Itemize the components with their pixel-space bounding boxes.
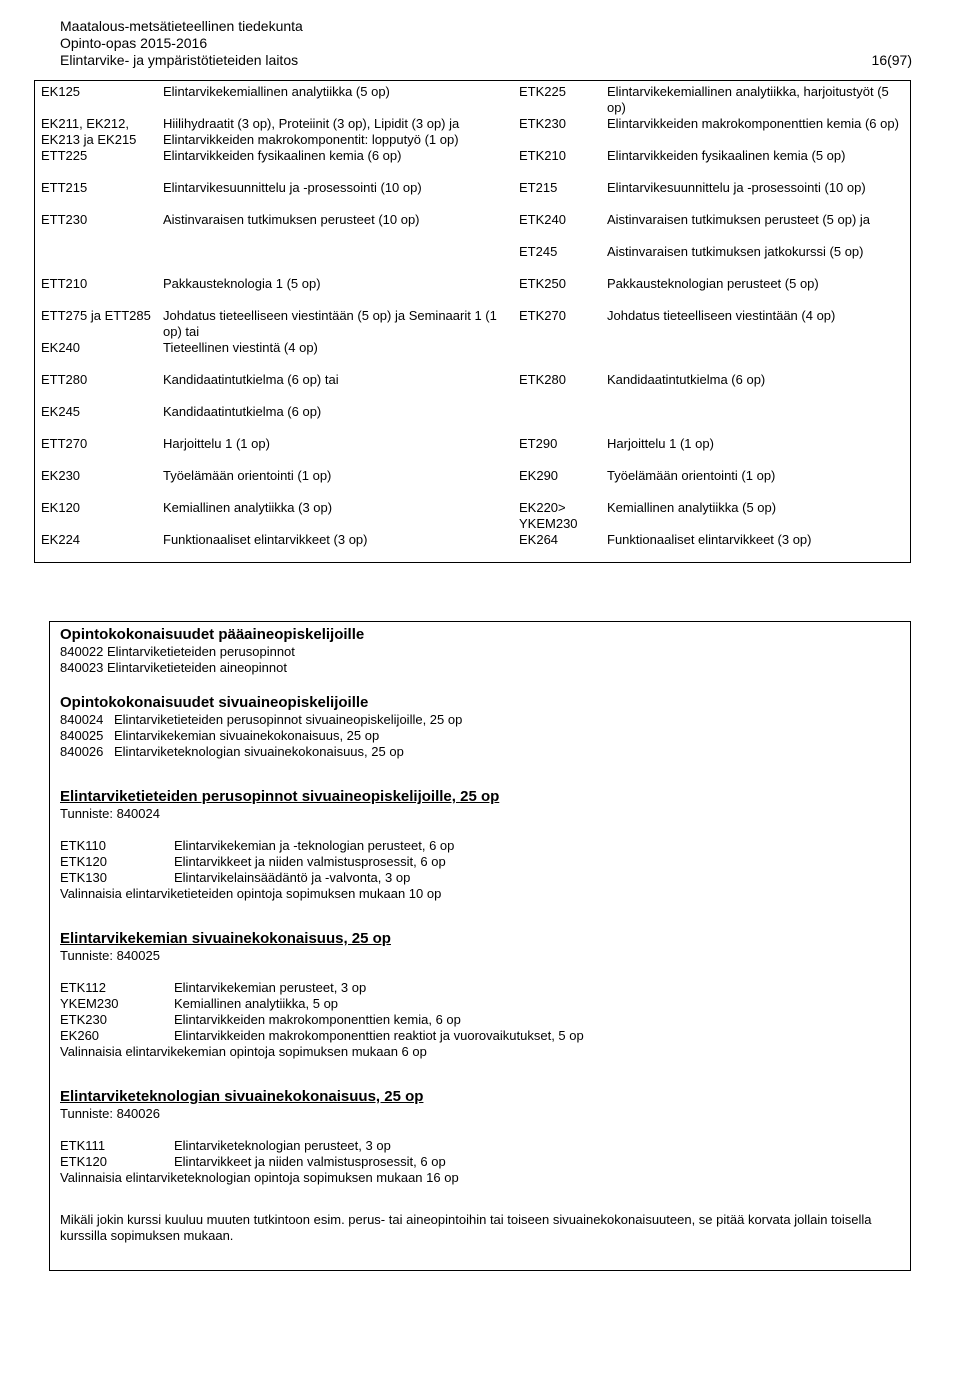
new-code bbox=[513, 340, 601, 356]
course-name: Elintarviketeknologian perusteet, 3 op bbox=[174, 1138, 391, 1153]
module-name: Elintarvikekemian sivuainekokonaisuus, 25 op bbox=[114, 728, 380, 743]
list-item bbox=[60, 1138, 900, 1154]
old-course: Aistinvaraisen tutkimuksen perusteet (10 op) bbox=[163, 212, 420, 227]
course-name: Elintarvikkeiden makrokomponenttien reaktiot ja vuorovaikutukset, 5 op bbox=[174, 1028, 584, 1043]
old-course: Kandidaatintutkielma (6 op) tai bbox=[163, 372, 339, 387]
old-course: Tieteellinen viestintä (4 op) bbox=[163, 340, 318, 355]
table-row bbox=[35, 164, 911, 196]
table-row bbox=[35, 388, 911, 420]
optional-studies: Valinnaisia elintarvikekemian opintoja sopimuksen mukaan 6 op bbox=[60, 1044, 427, 1059]
course-code: ETK111 bbox=[60, 1138, 106, 1153]
new-course: Aistinvaraisen tutkimuksen jatkokurssi (5 op) bbox=[607, 244, 864, 259]
new-code: ET215 bbox=[519, 180, 558, 195]
new-code: ETK250 bbox=[519, 276, 566, 291]
old-course: Johdatus tieteelliseen viestintään (5 op) ja Seminaarit 1 (1 op) tai bbox=[163, 308, 497, 339]
section-identifier: Tunniste: 840025 bbox=[60, 948, 160, 963]
new-course bbox=[601, 388, 911, 420]
course-name: Elintarvikkeet ja niiden valmistusprosessit, 6 op bbox=[174, 854, 446, 869]
study-modules-box bbox=[49, 621, 911, 1271]
table-row bbox=[35, 452, 911, 484]
new-course: Elintarvikekemiallinen analytiikka, harjoitustyöt (5 op) bbox=[607, 84, 889, 115]
old-course: Funktionaaliset elintarvikkeet (3 op) bbox=[163, 532, 368, 547]
old-course: Kandidaatintutkielma (6 op) bbox=[163, 404, 322, 419]
new-code: ET290 bbox=[519, 436, 558, 451]
page-header bbox=[60, 18, 912, 69]
list-item bbox=[60, 854, 900, 870]
minor-module-item bbox=[60, 712, 900, 728]
old-code: EK211, EK212, EK213 ja EK215 bbox=[41, 116, 137, 147]
section-heading: Elintarviketeknologian sivuainekokonaisuus, 25 op bbox=[60, 1088, 424, 1105]
course-code: ETK112 bbox=[60, 980, 107, 995]
table-row bbox=[35, 340, 911, 356]
table-row bbox=[35, 228, 911, 260]
module-name: Elintarviketieteiden perusopinnot sivuaineopiskelijoille, 25 op bbox=[114, 712, 463, 727]
new-course: Johdatus tieteelliseen viestintään (4 op) bbox=[607, 308, 836, 323]
table-row bbox=[35, 532, 911, 563]
section-heading: Elintarviketieteiden perusopinnot sivuaineopiskelijoille, 25 op bbox=[60, 788, 500, 805]
new-course: Aistinvaraisen tutkimuksen perusteet (5 op) ja bbox=[607, 212, 871, 227]
new-code: ETK230 bbox=[519, 116, 566, 131]
module-code: 840025 bbox=[60, 728, 104, 743]
course-code: ETK120 bbox=[60, 854, 107, 869]
new-code: ETK280 bbox=[519, 372, 566, 387]
course-code: ETK110 bbox=[60, 838, 107, 853]
minor-module-item bbox=[60, 744, 900, 760]
new-code: ETK270 bbox=[519, 308, 566, 323]
old-code: ETT275 ja ETT285 bbox=[41, 308, 151, 323]
course-name: Kemiallinen analytiikka, 5 op bbox=[174, 996, 339, 1011]
course-code: ETK130 bbox=[60, 870, 107, 885]
list-item bbox=[60, 870, 900, 886]
new-code: ETK240 bbox=[519, 212, 566, 227]
new-code: ETK210 bbox=[519, 148, 566, 163]
old-code: ETT280 bbox=[41, 372, 88, 387]
section-identifier: Tunniste: 840024 bbox=[60, 806, 160, 821]
table-row bbox=[35, 292, 911, 340]
old-code: EK120 bbox=[41, 500, 81, 515]
new-course: Elintarvikkeiden makrokomponenttien kemia (6 op) bbox=[607, 116, 899, 131]
new-course bbox=[601, 340, 911, 356]
major-module-item: 840022 Elintarviketieteiden perusopinnot bbox=[60, 644, 295, 659]
old-code: EK224 bbox=[41, 532, 81, 547]
list-item bbox=[60, 1012, 900, 1028]
new-course: Elintarvikkeiden fysikaalinen kemia (5 op) bbox=[607, 148, 846, 163]
page-number: 16(97) bbox=[871, 52, 912, 68]
table-row bbox=[35, 116, 911, 148]
course-name: Elintarvikekemian ja -teknologian perusteet, 6 op bbox=[174, 838, 455, 853]
old-course: Elintarvikkeiden fysikaalinen kemia (6 op) bbox=[163, 148, 402, 163]
new-course: Kandidaatintutkielma (6 op) bbox=[607, 372, 766, 387]
guide-title: Opinto-opas 2015-2016 bbox=[60, 35, 208, 51]
course-code: EK260 bbox=[60, 1028, 100, 1043]
old-code: ETT215 bbox=[41, 180, 88, 195]
course-list bbox=[60, 838, 900, 902]
old-code bbox=[35, 228, 158, 260]
old-code: EK125 bbox=[41, 84, 81, 99]
new-code bbox=[513, 388, 601, 420]
old-course: Työelämään orientointi (1 op) bbox=[163, 468, 332, 483]
course-list bbox=[60, 1138, 900, 1186]
new-code: EK264 bbox=[519, 532, 559, 547]
minor-module-item bbox=[60, 728, 900, 744]
new-code: ET245 bbox=[519, 244, 558, 259]
course-name: Elintarvikkeiden makrokomponenttien kemia, 6 op bbox=[174, 1012, 461, 1027]
table-row bbox=[35, 420, 911, 452]
new-code: ETK225 bbox=[519, 84, 566, 99]
course-code: YKEM230 bbox=[60, 996, 119, 1011]
course-code: ETK230 bbox=[60, 1012, 107, 1027]
module-code: 840026 bbox=[60, 744, 104, 759]
old-code: EK240 bbox=[41, 340, 81, 355]
course-list bbox=[60, 980, 900, 1060]
new-code: EK220> YKEM230 bbox=[519, 500, 578, 531]
old-code: EK245 bbox=[41, 404, 81, 419]
module-code: 840024 bbox=[60, 712, 104, 727]
new-course: Työelämään orientointi (1 op) bbox=[607, 468, 776, 483]
course-code: ETK120 bbox=[60, 1154, 107, 1169]
table-row bbox=[35, 356, 911, 388]
course-name: Elintarvikkeet ja niiden valmistusprosessit, 6 op bbox=[174, 1154, 446, 1169]
table-row bbox=[35, 260, 911, 292]
old-code: EK230 bbox=[41, 468, 81, 483]
list-item bbox=[60, 1154, 900, 1170]
course-name: Elintarvikekemian perusteet, 3 op bbox=[174, 980, 367, 995]
new-course: Kemiallinen analytiikka (5 op) bbox=[607, 500, 777, 515]
list-item bbox=[60, 838, 900, 854]
old-course bbox=[157, 228, 513, 260]
optional-studies: Valinnaisia elintarviketieteiden opintoja sopimuksen mukaan 10 op bbox=[60, 886, 442, 901]
table-row bbox=[35, 81, 911, 117]
old-course: Hiilihydraatit (3 op), Proteiinit (3 op), Lipidit (3 op) ja Elintarvikkeiden makrokomponentit: lopputyö (1 op) bbox=[163, 116, 460, 147]
course-name: Elintarvikelainsäädäntö ja -valvonta, 3 op bbox=[174, 870, 411, 885]
department-name: Elintarvike- ja ympäristötieteiden laitos bbox=[60, 52, 299, 68]
list-item bbox=[60, 996, 900, 1012]
list-item bbox=[60, 980, 900, 996]
new-code: EK290 bbox=[519, 468, 559, 483]
old-course: Pakkausteknologia 1 (5 op) bbox=[163, 276, 321, 291]
faculty-name: Maatalous-metsätieteellinen tiedekunta bbox=[60, 18, 303, 34]
table-row bbox=[35, 148, 911, 164]
major-modules-heading: Opintokokonaisuudet pääaineopiskelijoille bbox=[60, 626, 365, 643]
old-course: Elintarvikekemiallinen analytiikka (5 op) bbox=[163, 84, 390, 99]
table-row bbox=[35, 484, 911, 532]
old-course: Elintarvikesuunnittelu ja -prosessointi (10 op) bbox=[163, 180, 422, 195]
module-name: Elintarviketeknologian sivuainekokonaisuus, 25 op bbox=[114, 744, 404, 759]
table-row bbox=[35, 196, 911, 228]
old-code: ETT225 bbox=[41, 148, 88, 163]
old-course: Kemiallinen analytiikka (3 op) bbox=[163, 500, 333, 515]
course-equivalence-table bbox=[34, 80, 911, 563]
section-identifier: Tunniste: 840026 bbox=[60, 1106, 160, 1121]
minor-modules-heading: Opintokokonaisuudet sivuaineopiskelijoille bbox=[60, 694, 369, 711]
new-course: Funktionaaliset elintarvikkeet (3 op) bbox=[607, 532, 812, 547]
old-code: ETT230 bbox=[41, 212, 88, 227]
old-course: Harjoittelu 1 (1 op) bbox=[163, 436, 270, 451]
section-heading: Elintarvikekemian sivuainekokonaisuus, 25 op bbox=[60, 930, 391, 947]
replacement-note: Mikäli jokin kurssi kuuluu muuten tutkintoon esim. perus- tai aineopintoihin tai toiseen sivuainekokonaisuuteen, se pitää korvata jollain toisella kurssilla sopimuksen mukaan. bbox=[60, 1212, 872, 1243]
new-course: Elintarvikesuunnittelu ja -prosessointi (10 op) bbox=[607, 180, 866, 195]
list-item bbox=[60, 1028, 900, 1044]
old-code: ETT270 bbox=[41, 436, 88, 451]
old-code: ETT210 bbox=[41, 276, 88, 291]
major-module-item: 840023 Elintarviketieteiden aineopinnot bbox=[60, 660, 287, 675]
optional-studies: Valinnaisia elintarviketeknologian opintoja sopimuksen mukaan 16 op bbox=[60, 1170, 459, 1185]
new-course: Pakkausteknologian perusteet (5 op) bbox=[607, 276, 819, 291]
new-course: Harjoittelu 1 (1 op) bbox=[607, 436, 714, 451]
